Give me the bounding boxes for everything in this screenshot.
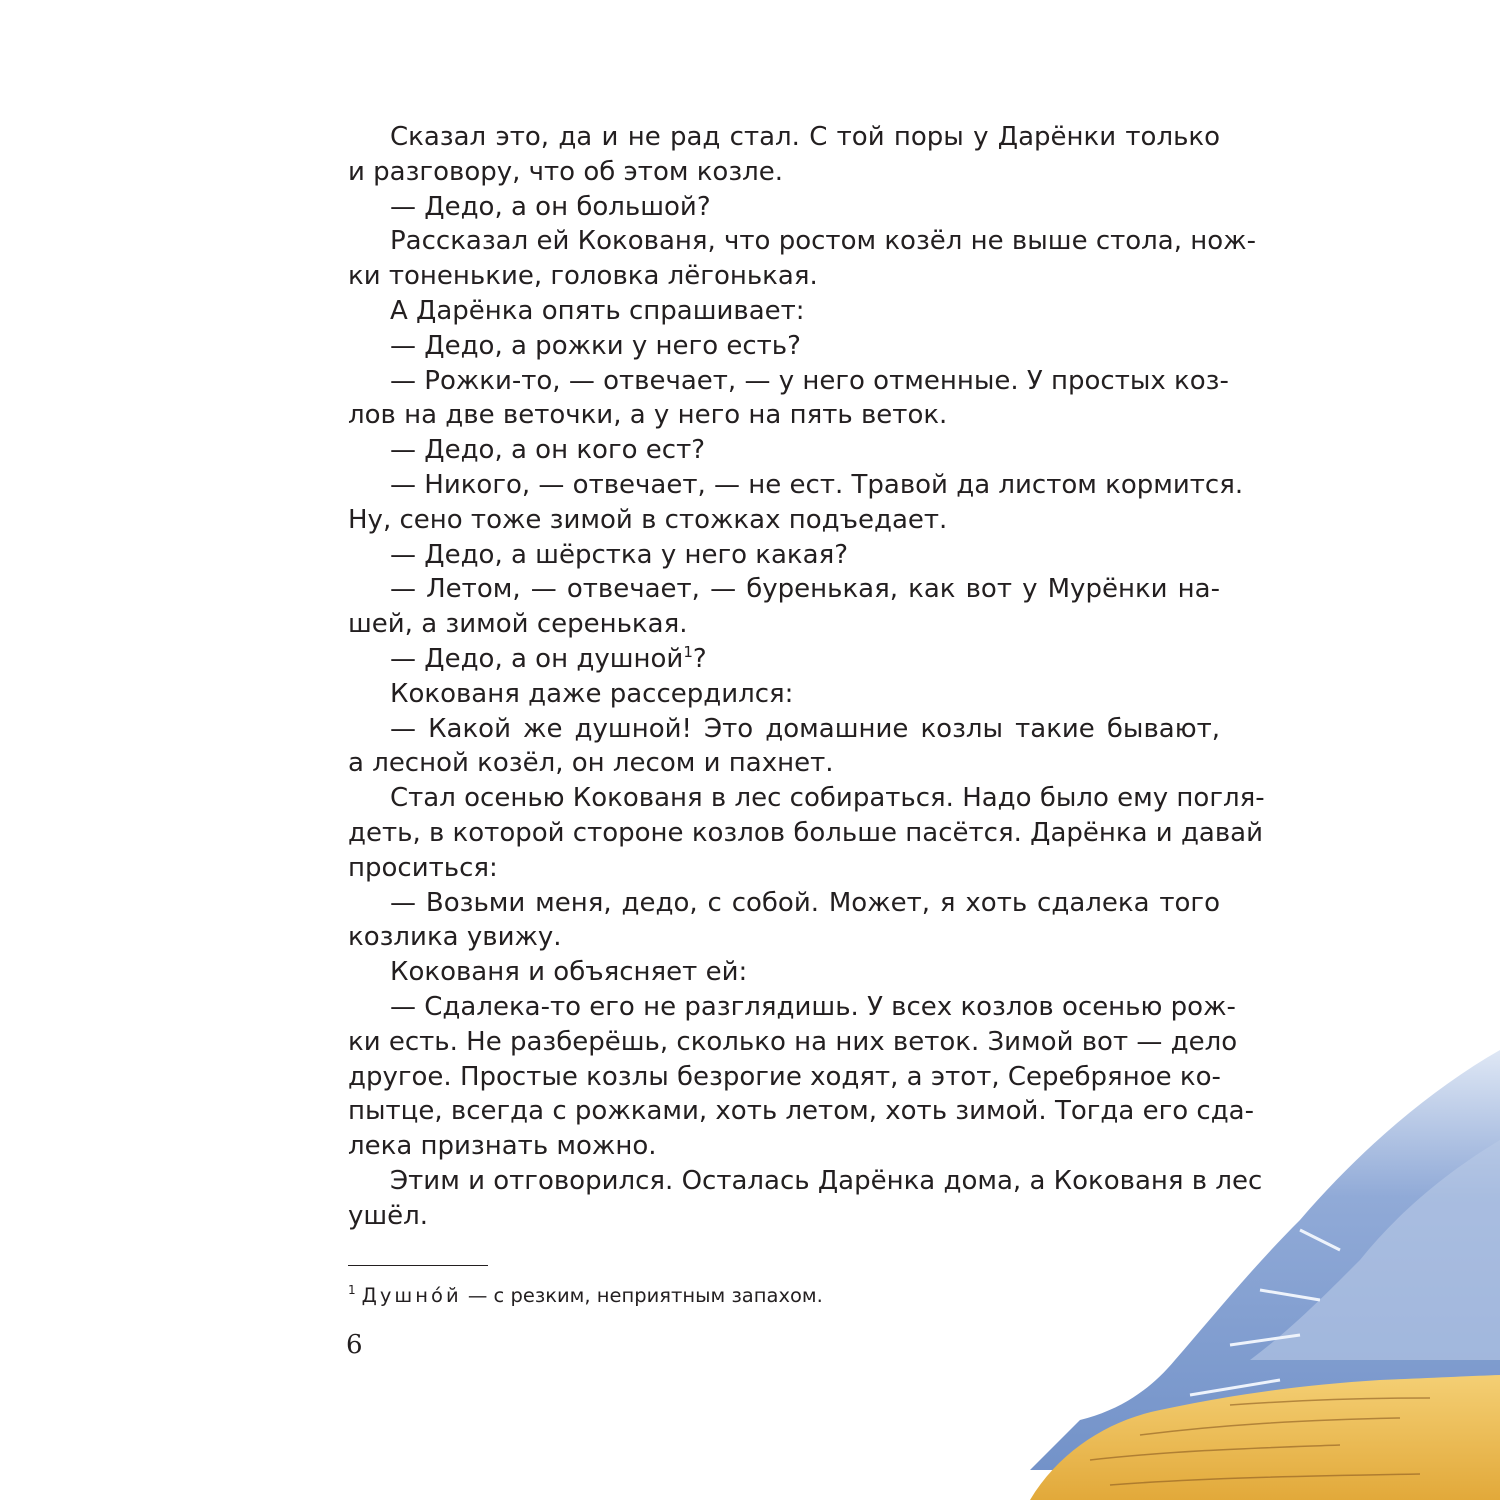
text-line: пытце, всегда с рожками, хоть летом, хоть зимой. Тогда его сда- bbox=[348, 1096, 1254, 1127]
text-line: — Дедо, а он кого ест? bbox=[390, 435, 706, 466]
text-line: А Дарёнка опять спрашивает: bbox=[390, 295, 805, 326]
text-line: другое. Простые козлы безрогие ходят, а этот, Серебряное ко- bbox=[348, 1061, 1221, 1092]
footnote-divider bbox=[348, 1265, 488, 1266]
text-line: — Дедо, а он большой? bbox=[390, 191, 711, 222]
text-line: шей, а зимой серенькая. bbox=[348, 609, 688, 640]
ground-wash bbox=[1030, 1375, 1500, 1500]
text-line: Стал осенью Кокованя в лес собираться. Надо было ему погля- bbox=[390, 783, 1265, 814]
text-line: а лесной козёл, он лесом и пахнет. bbox=[348, 748, 834, 779]
footnote bbox=[348, 1283, 823, 1309]
text-line: — Дедо, а рожки у него есть? bbox=[390, 330, 801, 361]
footnote-reference[interactable]: 1 bbox=[683, 642, 693, 661]
text-line: Кокованя и объясняет ей: bbox=[390, 957, 748, 988]
text-line: — Летом, — отвечает, — буренькая, как вот у Мурёнки на- bbox=[390, 574, 1220, 605]
text-line: Кокованя даже рассердился: bbox=[390, 678, 794, 709]
main-text bbox=[348, 120, 1265, 1234]
text-line: — Никого, — отвечает, — не ест. Травой да листом кормится. bbox=[390, 469, 1244, 500]
text-line: Этим и отговорился. Осталась Дарёнка дома, а Кокованя в лес bbox=[390, 1165, 1263, 1196]
text-line: лека признать можно. bbox=[348, 1131, 657, 1162]
text-line: — Какой же душной! Это домашние козлы такие бывают, bbox=[390, 713, 1220, 744]
text-line: — Дедо, а шёрстка у него какая? bbox=[390, 539, 849, 570]
text-line: Рассказал ей Кокованя, что ростом козёл не выше стола, нож- bbox=[390, 226, 1256, 257]
text-line: — Возьми меня, дедо, с собой. Может, я хоть сдалека того bbox=[390, 887, 1220, 918]
footnote-definition: — с резким, неприятным запахом. bbox=[467, 1284, 823, 1307]
text-line: ки есть. Не разберёшь, сколько на них веток. Зимой вот — дело bbox=[348, 1026, 1238, 1057]
footnote-term: Душно́й bbox=[361, 1284, 462, 1307]
text-line: ушёл. bbox=[348, 1200, 429, 1231]
page-number: 6 bbox=[346, 1330, 363, 1360]
text-line: — Сдалека-то его не разглядишь. У всех козлов осенью рож- bbox=[390, 991, 1236, 1022]
text-line: деть, в которой стороне козлов больше пасётся. Дарёнка и давай bbox=[348, 817, 1264, 848]
text-line: и разговору, что об этом козле. bbox=[348, 156, 784, 187]
question-mark: ? bbox=[692, 643, 707, 674]
text-line: — Рожки-то, — отвечает, — у него отменные. У простых коз- bbox=[390, 365, 1229, 396]
footnote-marker: 1 bbox=[348, 1283, 356, 1297]
text-line: — Дедо, а он душной bbox=[390, 643, 684, 674]
text-line: проситься: bbox=[348, 852, 498, 883]
text-line-with-footnote bbox=[348, 642, 1220, 677]
text-line: Ну, сено тоже зимой в стожках подъедает. bbox=[348, 504, 948, 535]
text-line: Сказал это, да и не рад стал. С той поры у Дарёнки только bbox=[390, 122, 1220, 152]
text-line: ки тоненькие, головка лёгонькая. bbox=[348, 261, 818, 292]
text-line: козлика увижу. bbox=[348, 922, 562, 953]
text-line: лов на две веточки, а у него на пять веток. bbox=[348, 400, 948, 431]
